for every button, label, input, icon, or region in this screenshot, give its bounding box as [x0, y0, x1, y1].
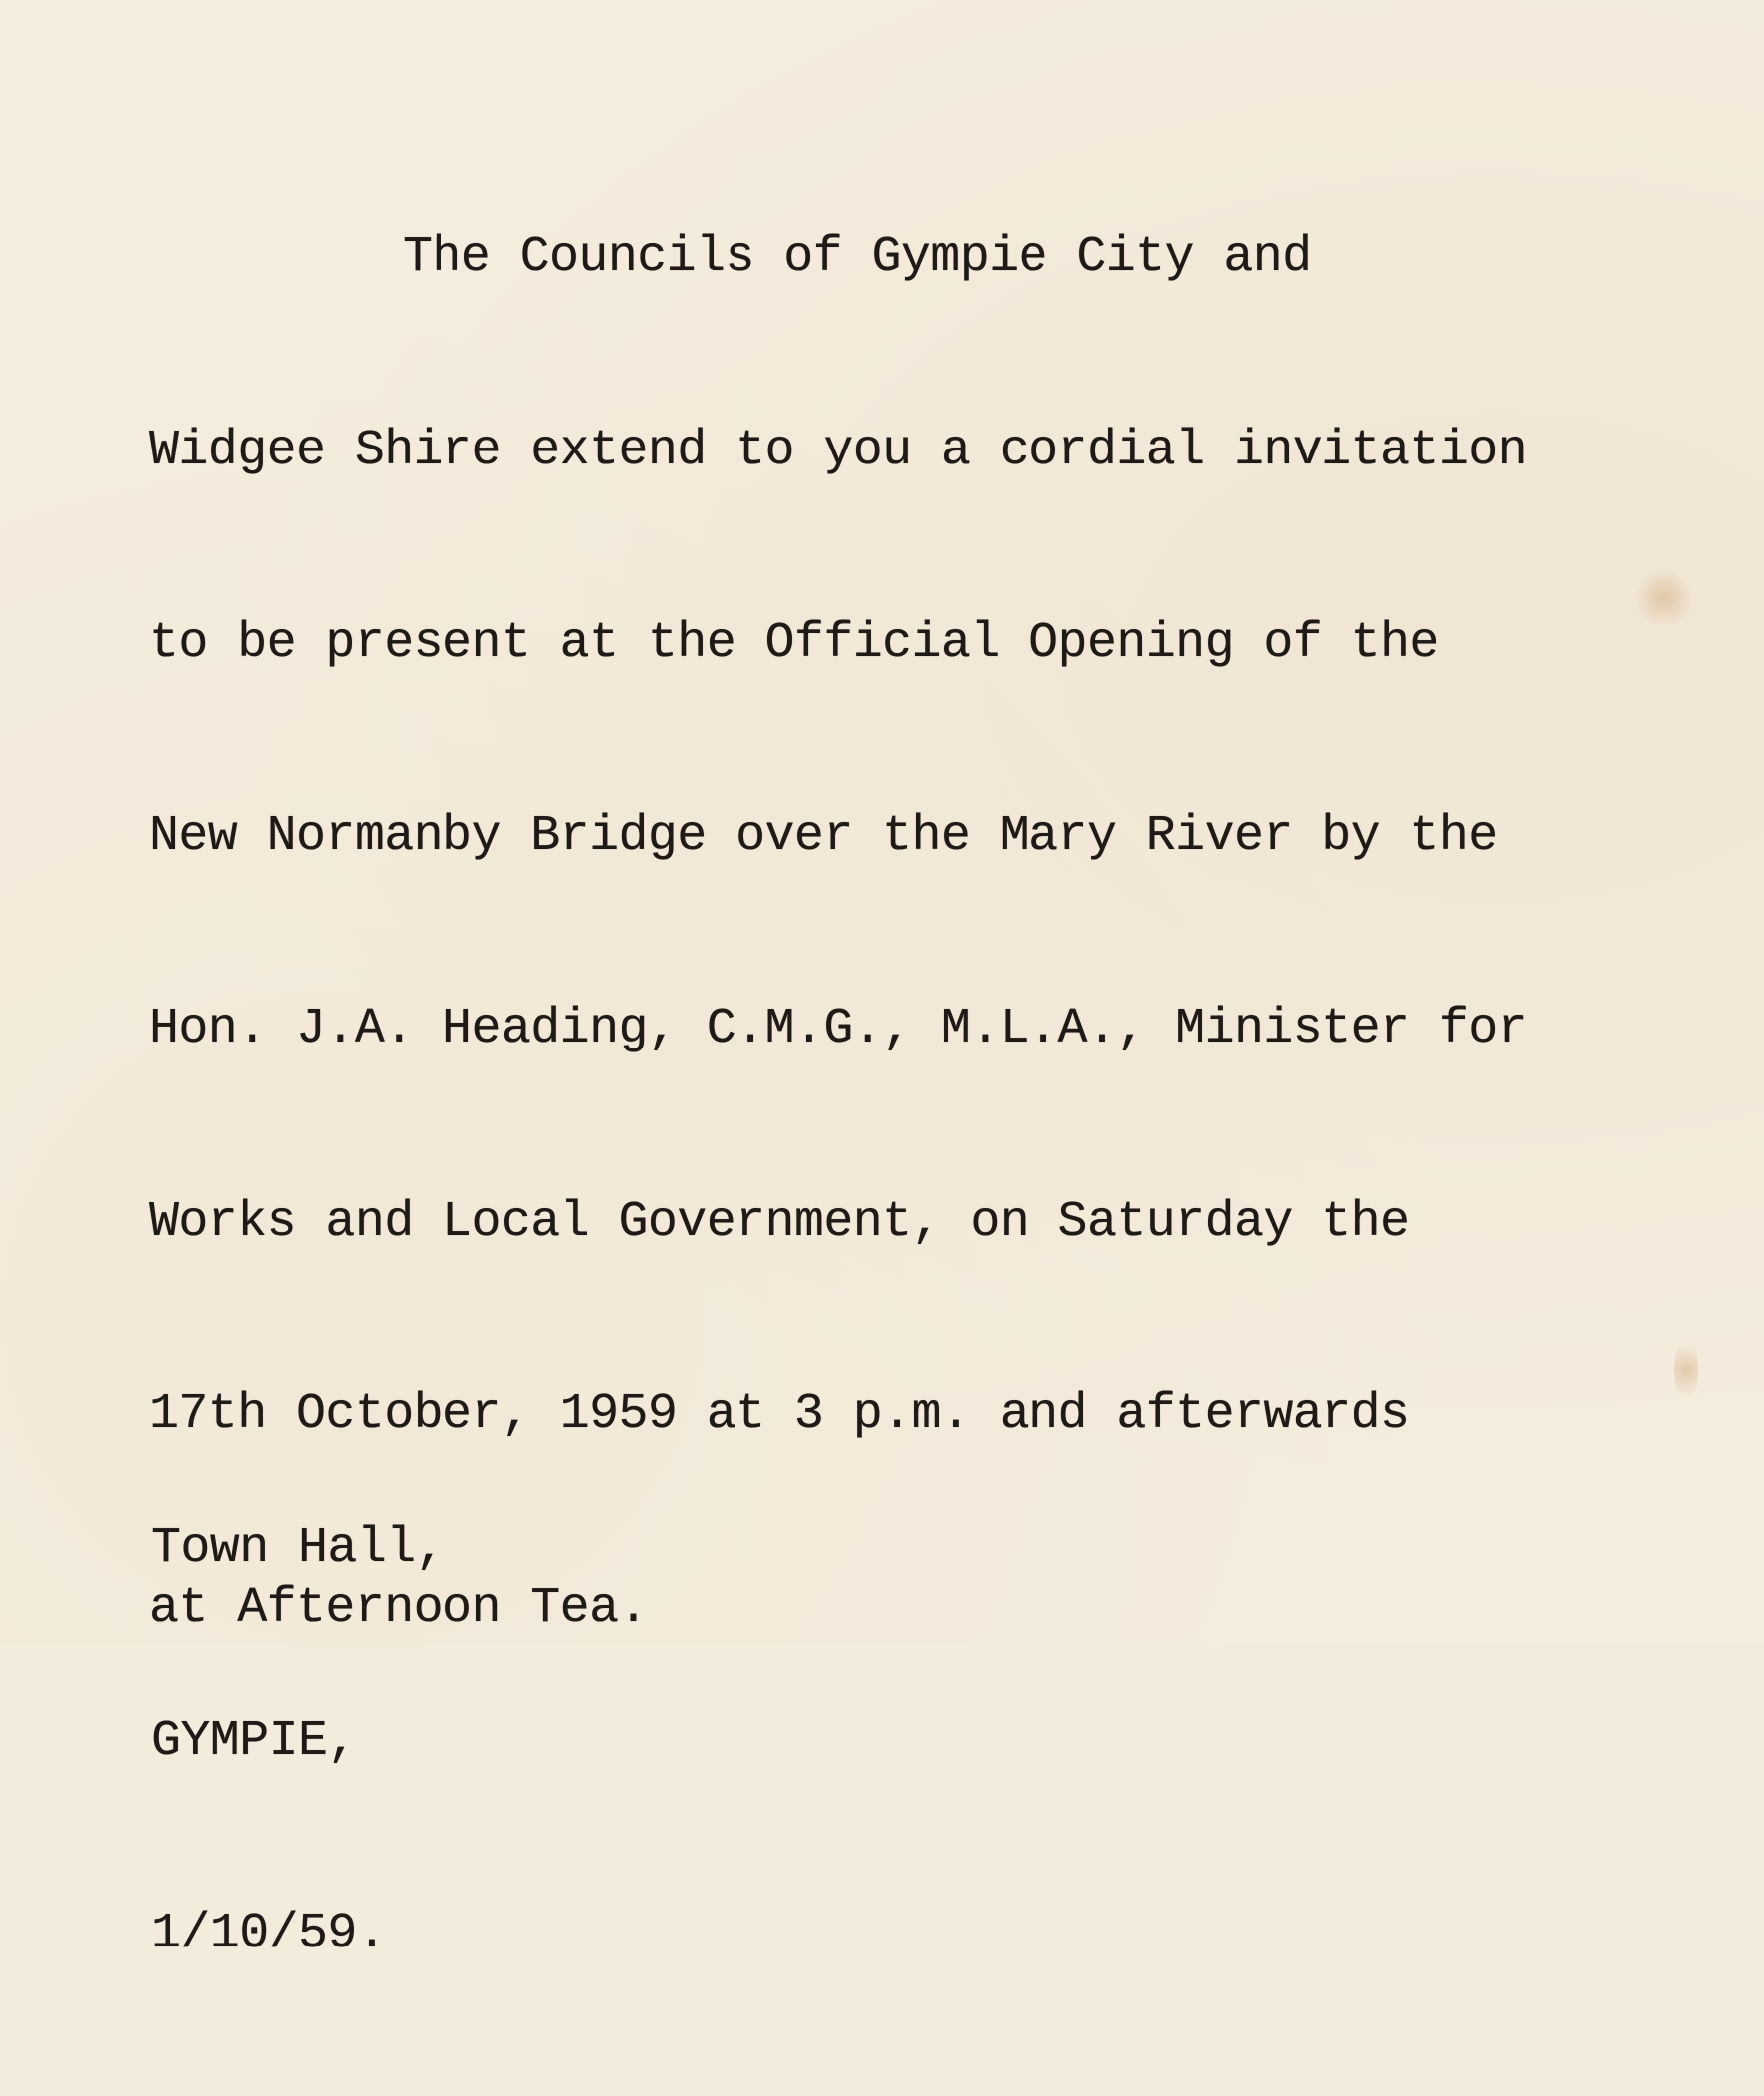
invitation-line: 17th October, 1959 at 3 p.m. and afterwards: [149, 1386, 1410, 1443]
invitation-line: Works and Local Government, on Saturday the: [149, 1193, 1410, 1251]
invitation-line: The Councils of Gympie City and: [403, 229, 1312, 286]
paper-stain: [1674, 1336, 1698, 1405]
address-place: Town Hall,: [151, 1520, 445, 1577]
invitation-line: Widgee Shire extend to you a cordial invitation: [149, 422, 1528, 479]
invitation-line: Hon. J.A. Heading, C.M.G., M.L.A., Minister for: [149, 1001, 1528, 1057]
invitation-line: at Afternoon Tea.: [149, 1579, 648, 1637]
paper-stain: [1634, 568, 1694, 628]
invitation-line: New Normanby Bridge over the Mary River by the: [149, 807, 1498, 865]
letter-date: 1/10/59.: [151, 1906, 387, 1962]
address-town: GYMPIE,: [151, 1712, 357, 1770]
invitation-line: to be present at the Official Opening of the: [149, 615, 1439, 672]
sender-address-block: [151, 1388, 444, 2096]
